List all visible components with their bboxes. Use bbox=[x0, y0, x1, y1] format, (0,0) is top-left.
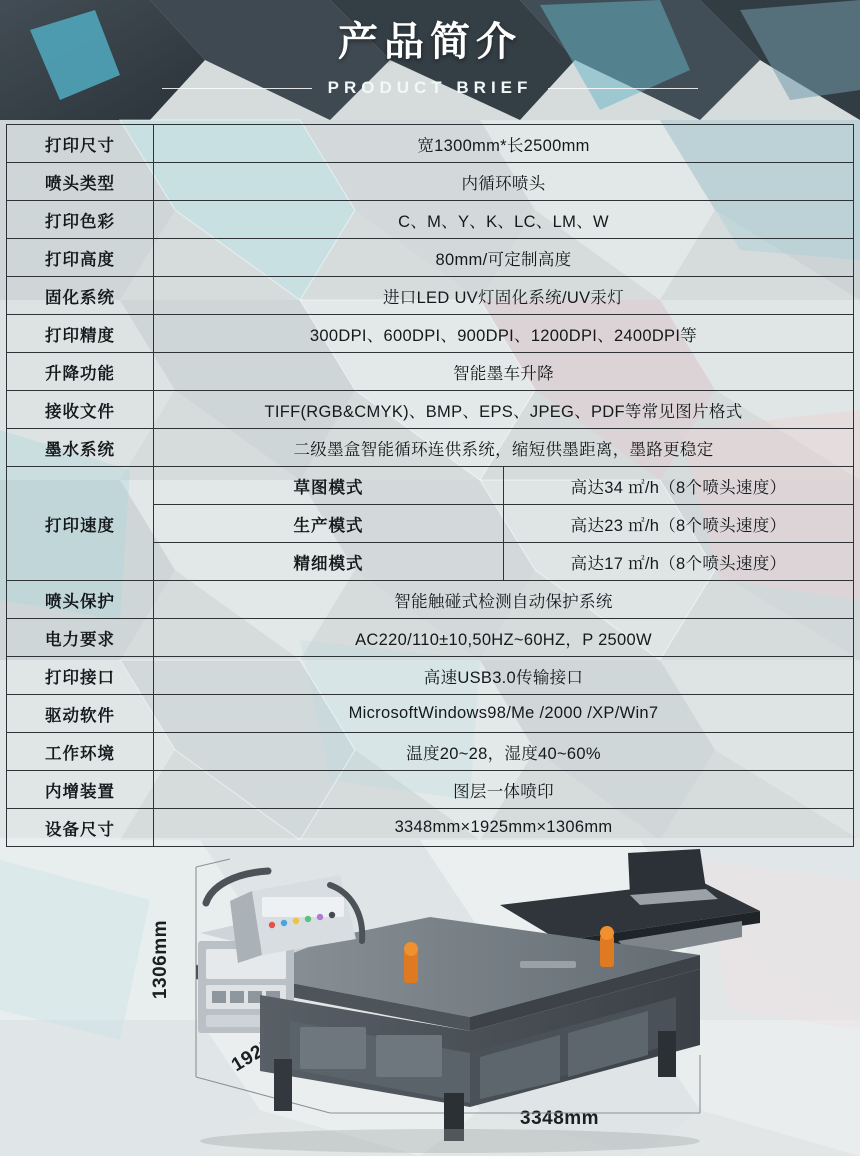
speed-mode-label: 草图模式 bbox=[154, 467, 504, 505]
speed-mode-label: 生产模式 bbox=[154, 505, 504, 543]
speed-mode-value: 高达34 ㎡/h（8个喷头速度） bbox=[504, 467, 854, 505]
row-value: C、M、Y、K、LC、LM、W bbox=[154, 201, 854, 239]
row-label: 打印接口 bbox=[7, 657, 154, 695]
row-value: 300DPI、600DPI、900DPI、1200DPI、2400DPI等 bbox=[154, 315, 854, 353]
row-value: 宽1300mm*长2500mm bbox=[154, 125, 854, 163]
row-label: 设备尺寸 bbox=[7, 809, 154, 847]
row-value: MicrosoftWindows98/Me /2000 /XP/Win7 bbox=[154, 695, 854, 733]
row-label: 喷头保护 bbox=[7, 581, 154, 619]
header-rule-left bbox=[162, 88, 312, 89]
page-subtitle: PRODUCT BRIEF bbox=[327, 78, 533, 97]
product-photo bbox=[0, 845, 860, 1156]
row-label: 接收文件 bbox=[7, 391, 154, 429]
page-title: 产品简介 bbox=[338, 20, 522, 64]
table-row-speed bbox=[7, 467, 854, 505]
table-row bbox=[7, 657, 854, 695]
spec-table-wrapper bbox=[6, 124, 854, 847]
row-label: 内增装置 bbox=[7, 771, 154, 809]
row-value: 智能墨车升降 bbox=[154, 353, 854, 391]
row-label: 升降功能 bbox=[7, 353, 154, 391]
table-row bbox=[7, 581, 854, 619]
table-row bbox=[7, 315, 854, 353]
row-value: TIFF(RGB&CMYK)、BMP、EPS、JPEG、PDF等常见图片格式 bbox=[154, 391, 854, 429]
speed-mode-label: 精细模式 bbox=[154, 543, 504, 581]
row-value: 图层一体喷印 bbox=[154, 771, 854, 809]
row-value: 二级墨盒智能循环连供系统，缩短供墨距离，墨路更稳定 bbox=[154, 429, 854, 467]
row-label: 打印精度 bbox=[7, 315, 154, 353]
table-row bbox=[7, 809, 854, 847]
header-subtitle-row bbox=[0, 78, 860, 98]
header-rule-right bbox=[548, 88, 698, 89]
row-label: 打印高度 bbox=[7, 239, 154, 277]
row-value: 3348mm×1925mm×1306mm bbox=[154, 809, 854, 847]
row-label-print-speed: 打印速度 bbox=[7, 467, 154, 581]
table-row bbox=[7, 733, 854, 771]
row-value: 内循环喷头 bbox=[154, 163, 854, 201]
table-row bbox=[7, 163, 854, 201]
row-value: AC220/110±10,50HZ~60HZ，P 2500W bbox=[154, 619, 854, 657]
row-label: 打印色彩 bbox=[7, 201, 154, 239]
table-row bbox=[7, 619, 854, 657]
row-value: 进口LED UV灯固化系统/UV汞灯 bbox=[154, 277, 854, 315]
dimension-height-label: 1306mm bbox=[150, 920, 171, 1000]
table-row bbox=[7, 771, 854, 809]
table-row bbox=[7, 125, 854, 163]
row-label: 工作环境 bbox=[7, 733, 154, 771]
row-label: 打印尺寸 bbox=[7, 125, 154, 163]
table-row bbox=[7, 201, 854, 239]
dimension-width-label: 3348mm bbox=[520, 1108, 600, 1129]
table-row bbox=[7, 429, 854, 467]
table-row bbox=[7, 695, 854, 733]
table-row bbox=[7, 239, 854, 277]
row-value: 温度20~28，湿度40~60% bbox=[154, 733, 854, 771]
row-label: 喷头类型 bbox=[7, 163, 154, 201]
row-label: 驱动软件 bbox=[7, 695, 154, 733]
page-header bbox=[0, 0, 860, 118]
speed-mode-value: 高达17 ㎡/h（8个喷头速度） bbox=[504, 543, 854, 581]
spec-table bbox=[6, 124, 854, 847]
row-label: 电力要求 bbox=[7, 619, 154, 657]
table-row bbox=[7, 277, 854, 315]
table-row bbox=[7, 353, 854, 391]
row-label: 墨水系统 bbox=[7, 429, 154, 467]
speed-mode-value: 高达23 ㎡/h（8个喷头速度） bbox=[504, 505, 854, 543]
row-value: 智能触碰式检测自动保护系统 bbox=[154, 581, 854, 619]
table-row bbox=[7, 391, 854, 429]
row-label: 固化系统 bbox=[7, 277, 154, 315]
row-value: 高速USB3.0传输接口 bbox=[154, 657, 854, 695]
row-value: 80mm/可定制高度 bbox=[154, 239, 854, 277]
